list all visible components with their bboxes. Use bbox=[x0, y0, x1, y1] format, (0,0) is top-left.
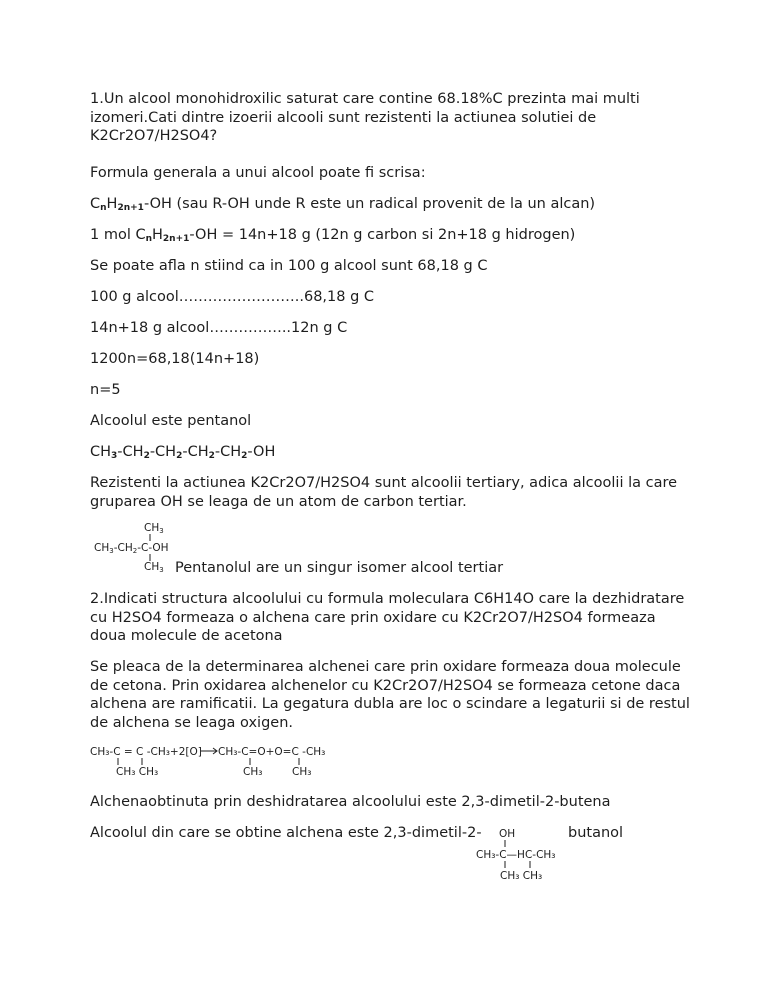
equation-line: 1200n=68,18(14n+18) bbox=[90, 351, 260, 367]
resistant-paragraph: Rezistenti la actiunea K2Cr2O7/H2SO4 sunt alcoolii tertiary, adica alcoolii la care gruparea OH se leaga de un atom de carbon tertiar. bbox=[90, 475, 682, 510]
general-formula-intro: Formula generala a unui alcool poate fi scrisa: bbox=[90, 165, 426, 181]
result-line: n=5 bbox=[90, 382, 121, 398]
alcohol-line-end: butanol bbox=[568, 825, 624, 841]
explanation-paragraph: Se pleaca de la determinarea alchenei care prin oxidare formeaza doua molecule de cetona. Prin oxidarea alchenelor cu K2Cr2O7/H2SO4 se formeaza cetone daca alchena are ramificatii. La gegatura dubla are loc o scindare a legaturii si de restul de alchena se leaga oxigen. bbox=[90, 659, 695, 731]
pentanol-formula: $CH_3-CH_2-CH_2-CH_2-CH_2-OH$ bbox=[90, 444, 276, 461]
structure-oh: OH bbox=[499, 828, 516, 840]
general-formula: $C_nH_{2n+1}-OH$ (sau R-OH unde R este un radical provenit de la un alcan) bbox=[90, 196, 596, 213]
alkene-line: Alchenaobtinuta prin deshidratarea alcoolului este 2,3-dimetil-2-butena bbox=[90, 794, 611, 810]
ratio-line-2: 14n+18 g alcool……………..12n g C bbox=[90, 320, 348, 336]
reaction-substituent-right-1: CH₃ bbox=[243, 766, 263, 778]
find-n-line: Se poate afla n stiind ca in 100 g alcool sunt 68,18 g C bbox=[90, 258, 488, 274]
reaction-products: CH₃-C=O+O=C -CH₃ bbox=[218, 746, 326, 758]
ratio-line-1: 100 g alcool……………………..68,18 g C bbox=[90, 289, 375, 305]
reaction-substituents-left: CH₃ CH₃ bbox=[116, 766, 159, 778]
oxidation-reaction bbox=[90, 742, 340, 782]
isomer-answer: Pentanolul are un singur isomer alcool tertiar bbox=[175, 560, 504, 576]
tertiary-pentanol-structure bbox=[94, 520, 184, 574]
question-2: 2.Indicati structura alcoolului cu formula moleculara C6H14O care la dezhidratare cu H2SO4 formeaza o alchena care prin oxidare cu K2Cr2O7/H2SO4 formeaza doua molecule de acetona bbox=[90, 591, 689, 645]
molar-mass-line: 1 mol $C_nH_{2n+1}-OH = 14n+18$ g (12n g carbon si 2n+18 g hidrogen) bbox=[90, 227, 576, 244]
structure-alcohol-main-chain: CH₃-C—HC-CH₃ bbox=[476, 849, 556, 861]
reaction-substituent-right-2: CH₃ bbox=[292, 766, 312, 778]
conclusion-line: Alcoolul este pentanol bbox=[90, 413, 252, 429]
structure-main-chain: CH3-CH2-C-OH bbox=[94, 542, 169, 555]
structure-alcohol-methyls: CH₃ CH₃ bbox=[500, 870, 543, 882]
structure-bottom-ch3: CH3 bbox=[144, 561, 164, 574]
structure-top-ch3: CH3 bbox=[144, 522, 164, 535]
alcohol-line-start: Alcoolul din care se obtine alchena este 2,3-dimetil-2- bbox=[90, 825, 482, 841]
reaction-reactants: CH₃-C = C -CH₃+2[O] bbox=[90, 746, 202, 758]
question-1: 1.Un alcool monohidroxilic saturat care contine 68.18%C prezinta mai multi izomeri.Cati dintre izoerii alcooli sunt rezistenti la actiunea solutiei de K2Cr2O7/H2SO4? bbox=[90, 91, 645, 145]
dimethylbutanol-structure bbox=[476, 826, 576, 882]
